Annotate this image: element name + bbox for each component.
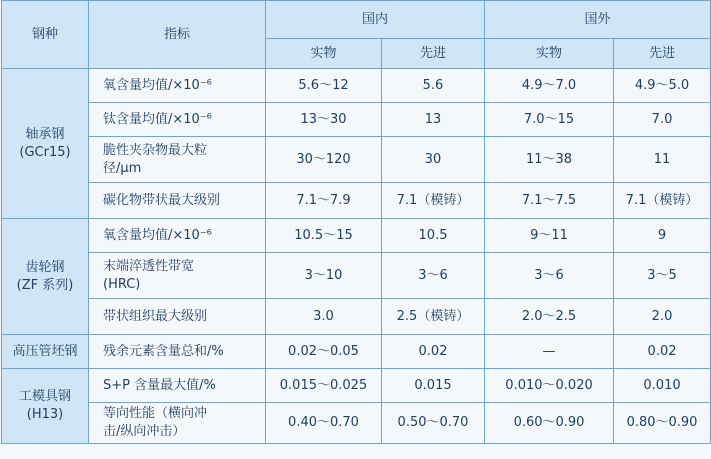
group-name: 高压管坯钢: [12, 343, 78, 359]
header-steel-type: 钢种: [2, 1, 89, 69]
metric-cell: [89, 253, 266, 299]
metric-label-cont: 径/μm: [103, 160, 142, 176]
foreign-actual-cell: —: [485, 335, 614, 369]
domestic-advanced-cell: 3～6: [382, 253, 485, 299]
table-row: [2, 369, 711, 403]
metric-cell: [89, 69, 266, 103]
group-grade: (GCr15): [19, 144, 71, 160]
foreign-advanced-cell: 3～5: [614, 253, 711, 299]
metric-cell: [89, 335, 266, 369]
metric-cell: [89, 403, 266, 444]
group-gear-steel: [2, 219, 89, 335]
foreign-actual-cell: 0.60～0.90: [485, 403, 614, 444]
metric-label: 残余元素含量总和/%: [103, 343, 224, 359]
foreign-actual-cell: 4.9～7.0: [485, 69, 614, 103]
domestic-actual-cell: 0.015～0.025: [266, 369, 382, 403]
domestic-actual-cell: 5.6～12: [266, 69, 382, 103]
foreign-advanced-cell: 4.9～5.0: [614, 69, 711, 103]
header-foreign-actual: 实物: [485, 39, 614, 69]
domestic-actual-cell: 10.5～15: [266, 219, 382, 253]
foreign-actual-cell: 7.0～15: [485, 103, 614, 137]
table-row: [2, 103, 711, 137]
metric-label: 氧含量均值/×10⁻⁶: [103, 77, 212, 93]
domestic-advanced-cell: 13: [382, 103, 485, 137]
header-foreign: 国外: [485, 1, 711, 39]
group-bearing-steel: [2, 69, 89, 219]
foreign-actual-cell: 2.0～2.5: [485, 299, 614, 335]
metric-label: S+P 含量最大值/%: [103, 377, 216, 393]
foreign-advanced-cell: 0.010: [614, 369, 711, 403]
group-name: 工模具钢: [18, 389, 71, 404]
metric-cell: [89, 103, 266, 137]
group-name: 齿轮钢: [25, 259, 65, 275]
domestic-advanced-cell: 10.5: [382, 219, 485, 253]
metric-label-cont: 击/纵向冲击）: [103, 424, 186, 439]
metric-label: 末端淬透性带宽: [103, 258, 195, 274]
metric-label: 氧含量均值/×10⁻⁶: [103, 227, 212, 243]
group-grade: (H13): [26, 407, 64, 422]
domestic-advanced-cell: 5.6: [382, 69, 485, 103]
domestic-advanced-cell: 0.50～0.70: [382, 403, 485, 444]
domestic-actual-cell: 3.0: [266, 299, 382, 335]
metric-label-cont: (HRC): [103, 276, 141, 292]
metric-label: 碳化物带状最大级别: [103, 192, 221, 208]
metric-label: 等向性能（横向冲: [103, 406, 208, 421]
header-domestic-actual: 实物: [266, 39, 382, 69]
group-name: 轴承钢: [25, 126, 65, 142]
header-domestic: 国内: [266, 1, 485, 39]
domestic-advanced-cell: 2.5（模铸）: [382, 299, 485, 335]
table-row: [2, 403, 711, 444]
domestic-advanced-cell: 0.02: [382, 335, 485, 369]
domestic-advanced-cell: 0.015: [382, 369, 485, 403]
metric-cell: [89, 299, 266, 335]
table-row: [2, 299, 711, 335]
foreign-actual-cell: 3～6: [485, 253, 614, 299]
metric-label: 带状组织最大级别: [103, 308, 208, 324]
metric-cell: [89, 183, 266, 219]
metric-label: 钛含量均值/×10⁻⁶: [103, 111, 212, 127]
domestic-advanced-cell: 30: [382, 137, 485, 183]
table-row: [2, 219, 711, 253]
group-grade: (ZF 系列): [16, 277, 74, 293]
group-tool-die-steel: [2, 369, 89, 444]
table-row: [2, 137, 711, 183]
domestic-actual-cell: 0.02～0.05: [266, 335, 382, 369]
foreign-actual-cell: 7.1～7.5: [485, 183, 614, 219]
header-foreign-advanced: 先进: [614, 39, 711, 69]
table-row: [2, 69, 711, 103]
table-row: [2, 253, 711, 299]
foreign-advanced-cell: 0.02: [614, 335, 711, 369]
foreign-advanced-cell: 7.0: [614, 103, 711, 137]
table-row: [2, 183, 711, 219]
foreign-advanced-cell: 9: [614, 219, 711, 253]
domestic-actual-cell: 30～120: [266, 137, 382, 183]
domestic-actual-cell: 3～10: [266, 253, 382, 299]
domestic-actual-cell: 0.40～0.70: [266, 403, 382, 444]
domestic-actual-cell: 7.1～7.9: [266, 183, 382, 219]
foreign-advanced-cell: 11: [614, 137, 711, 183]
metric-label: 脆性夹杂物最大粒: [103, 142, 208, 158]
foreign-actual-cell: 11～38: [485, 137, 614, 183]
steel-quality-table: [1, 0, 711, 444]
header-domestic-advanced: 先进: [382, 39, 485, 69]
metric-cell: [89, 219, 266, 253]
foreign-advanced-cell: 2.0: [614, 299, 711, 335]
table-row: [2, 335, 711, 369]
domestic-advanced-cell: 7.1（模铸）: [382, 183, 485, 219]
header-row-1: [2, 1, 711, 39]
foreign-advanced-cell: 0.80～0.90: [614, 403, 711, 444]
foreign-advanced-cell: 7.1（模铸）: [614, 183, 711, 219]
foreign-actual-cell: 0.010～0.020: [485, 369, 614, 403]
group-tube-billet-steel: [2, 335, 89, 369]
header-indicator: 指标: [89, 1, 266, 69]
metric-cell: [89, 137, 266, 183]
metric-cell: [89, 369, 266, 403]
domestic-actual-cell: 13～30: [266, 103, 382, 137]
foreign-actual-cell: 9～11: [485, 219, 614, 253]
